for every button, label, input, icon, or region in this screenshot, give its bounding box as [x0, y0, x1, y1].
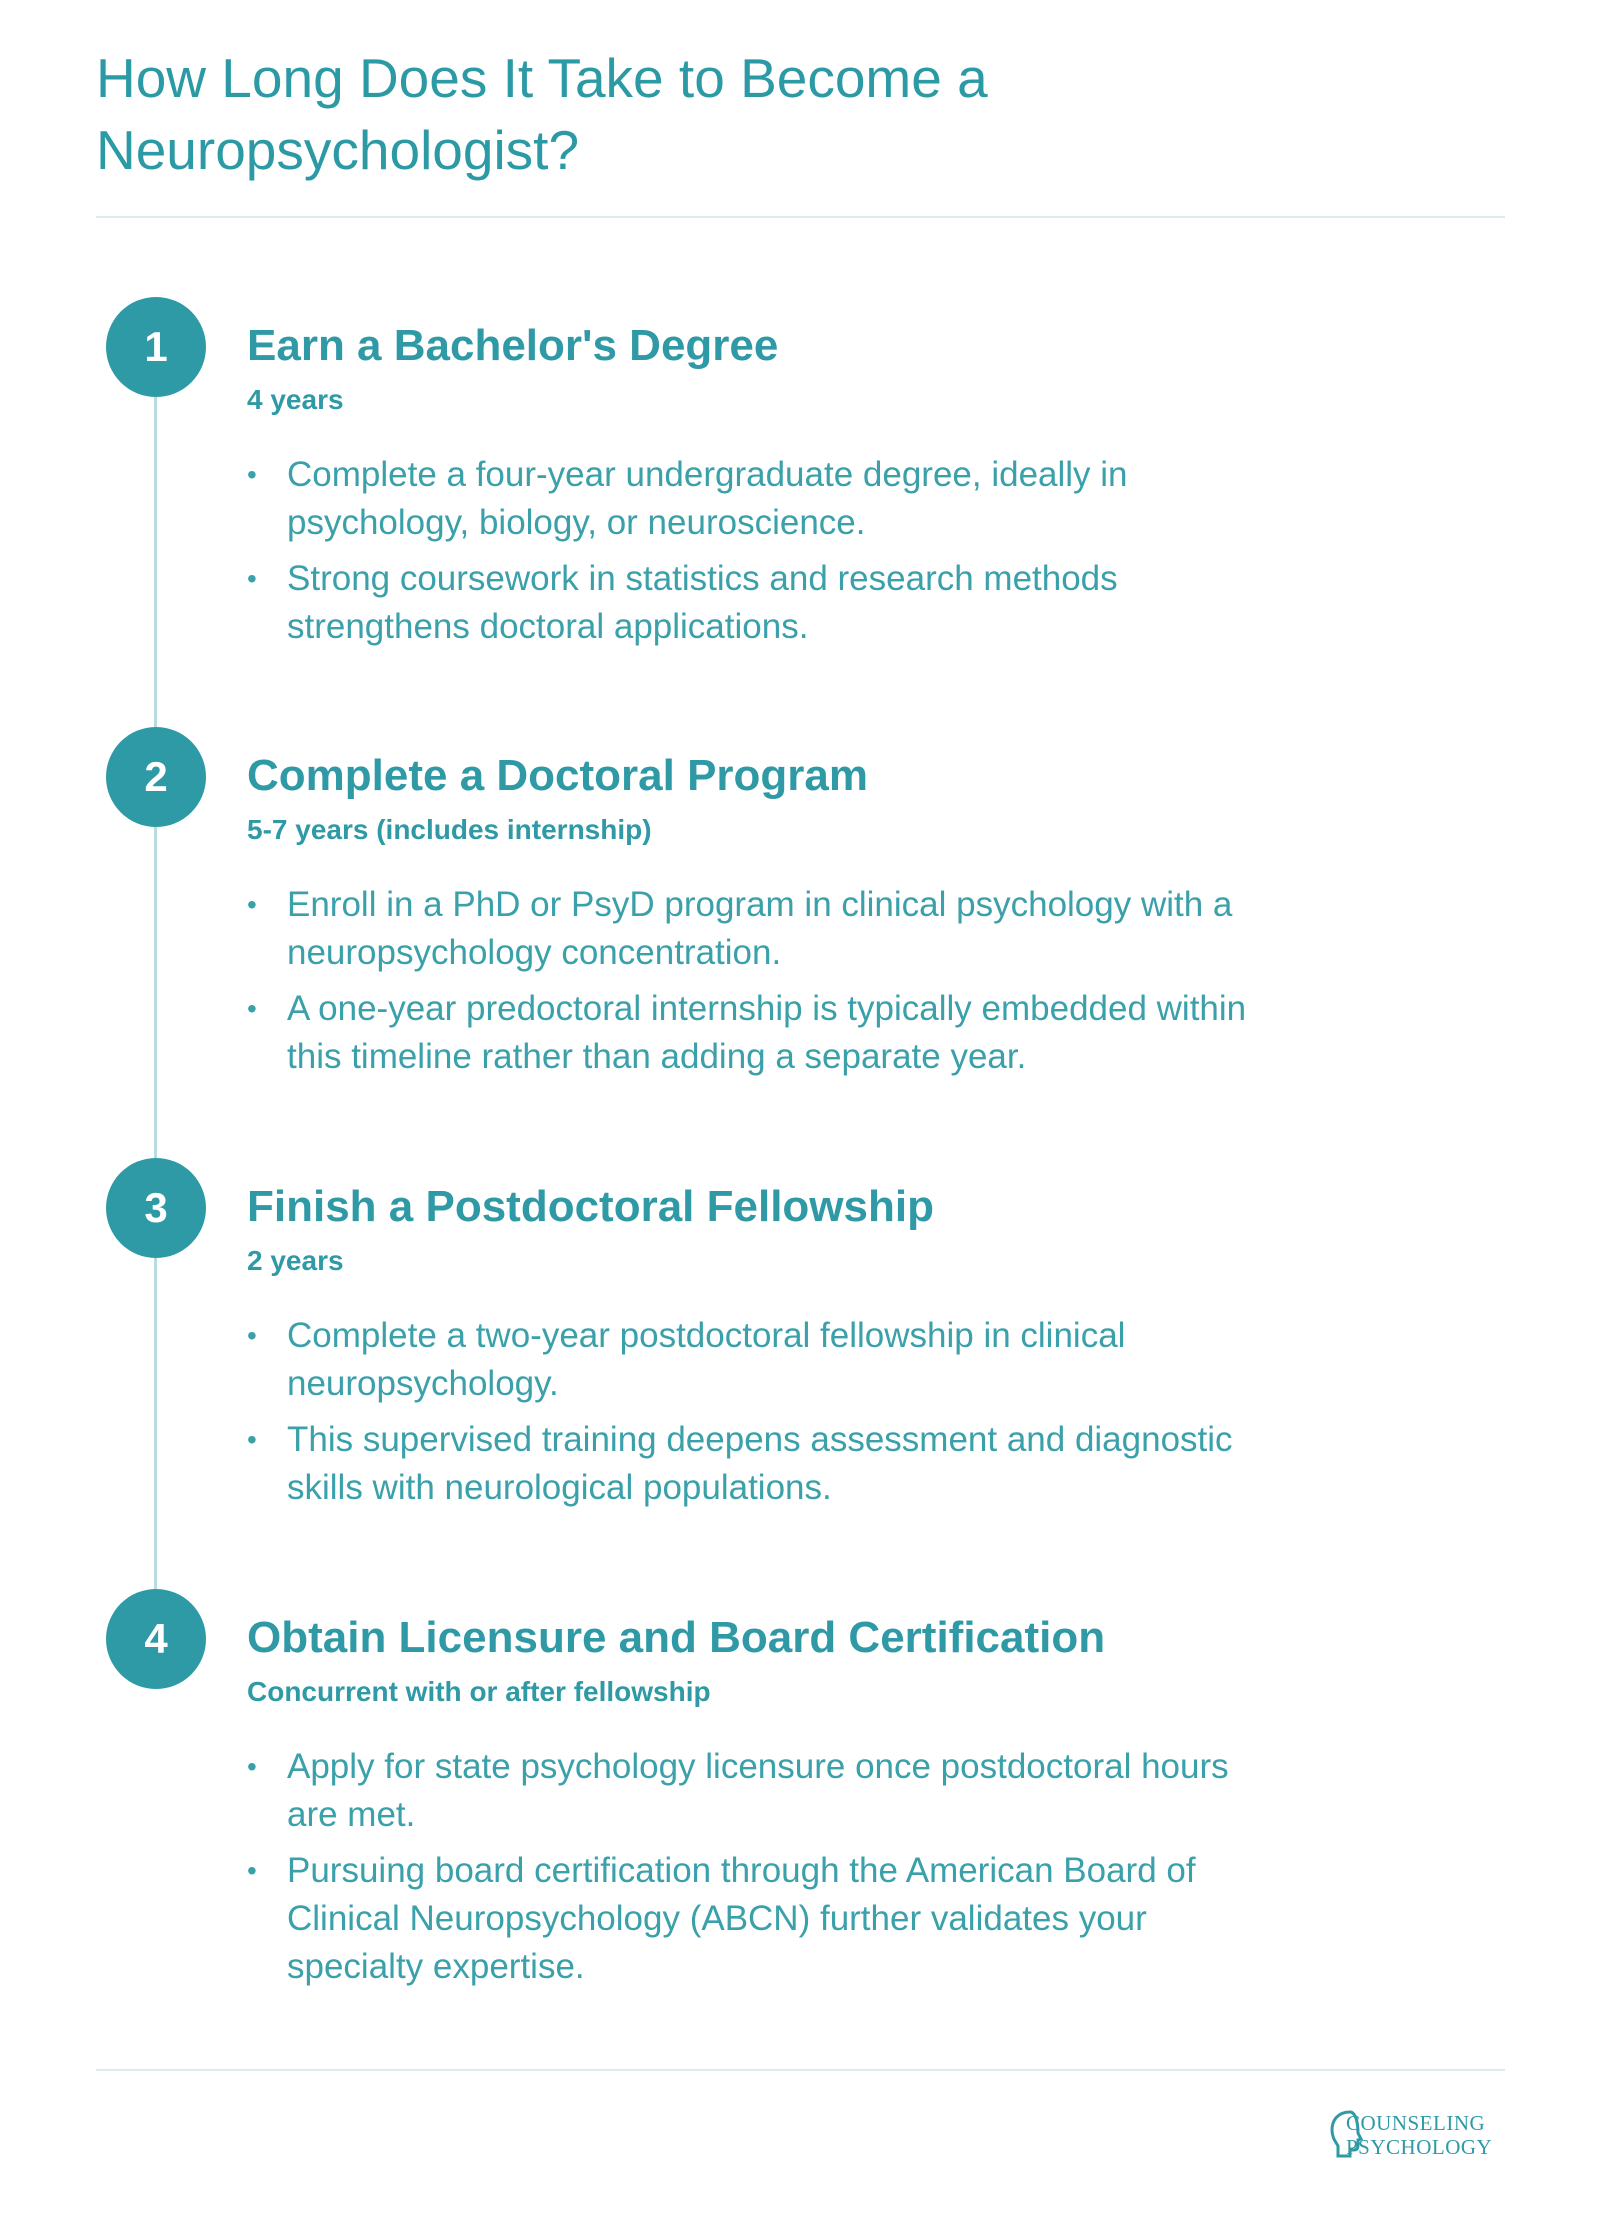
- list-item: [247, 555, 1267, 651]
- bullet-dot-icon: •: [247, 993, 257, 1024]
- header-divider: [96, 216, 1505, 218]
- bullet-dot-icon: •: [247, 1424, 257, 1455]
- bullet-dot-icon: •: [247, 563, 257, 594]
- head-silhouette-icon: [1330, 2108, 1510, 2160]
- bullet-dot-icon: •: [247, 1320, 257, 1351]
- bullet-text: Apply for state psychology licensure once postdoctoral hours are met.: [287, 1747, 1229, 1834]
- timeline-line: [154, 330, 157, 1640]
- step-title: Finish a Postdoctoral Fellowship: [247, 1182, 934, 1231]
- step-number-badge: 1: [106, 297, 206, 397]
- step-title: Obtain Licensure and Board Certification: [247, 1613, 1106, 1662]
- step-duration: 4 years: [247, 384, 344, 415]
- bullet-text: Pursuing board certification through the American Board of Clinical Neuropsychology (ABCN) further validates your specialty expertise.: [287, 1851, 1196, 1986]
- bullet-text: Strong coursework in statistics and research methods strengthens doctoral applications.: [287, 559, 1118, 646]
- step-title: Earn a Bachelor's Degree: [247, 321, 779, 370]
- step-duration: Concurrent with or after fellowship: [247, 1676, 711, 1707]
- step-bullet-list: [247, 881, 1267, 1089]
- list-item: [247, 451, 1267, 547]
- footer-divider: [96, 2069, 1505, 2071]
- step-bullet-list: [247, 1743, 1267, 1999]
- list-item: [247, 1847, 1267, 1991]
- bullet-dot-icon: •: [247, 1855, 257, 1886]
- step-title: Complete a Doctoral Program: [247, 751, 869, 800]
- bullet-text: Enroll in a PhD or PsyD program in clinical psychology with a neuropsychology concentration.: [287, 885, 1233, 972]
- bullet-text: This supervised training deepens assessment and diagnostic skills with neurological populations.: [287, 1420, 1233, 1507]
- list-item: [247, 1312, 1267, 1408]
- counseling-psychology-logo: [1330, 2108, 1510, 2160]
- bullet-dot-icon: •: [247, 889, 257, 920]
- bullet-text: A one-year predoctoral internship is typically embedded within this timeline rather than adding a separate year.: [287, 989, 1247, 1076]
- step-duration: 5-7 years (includes internship): [247, 814, 652, 845]
- bullet-dot-icon: •: [247, 459, 257, 490]
- logo-line-2: PSYCHOLOGY: [1346, 2135, 1493, 2159]
- page-title: How Long Does It Take to Become a Neuropsychologist?: [96, 47, 988, 181]
- list-item: [247, 1416, 1267, 1512]
- list-item: [247, 881, 1267, 977]
- bullet-text: Complete a four-year undergraduate degree, ideally in psychology, biology, or neuroscience.: [287, 455, 1128, 542]
- list-item: [247, 985, 1267, 1081]
- step-duration: 2 years: [247, 1245, 344, 1276]
- bullet-dot-icon: •: [247, 1751, 257, 1782]
- logo-line-1: COUNSELING: [1346, 2111, 1486, 2135]
- step-number-badge: 4: [106, 1589, 206, 1689]
- list-item: [247, 1743, 1267, 1839]
- step-number-badge: 3: [106, 1158, 206, 1258]
- step-bullet-list: [247, 451, 1267, 659]
- step-number-badge: 2: [106, 727, 206, 827]
- bullet-text: Complete a two-year postdoctoral fellowship in clinical neuropsychology.: [287, 1316, 1126, 1403]
- step-bullet-list: [247, 1312, 1267, 1520]
